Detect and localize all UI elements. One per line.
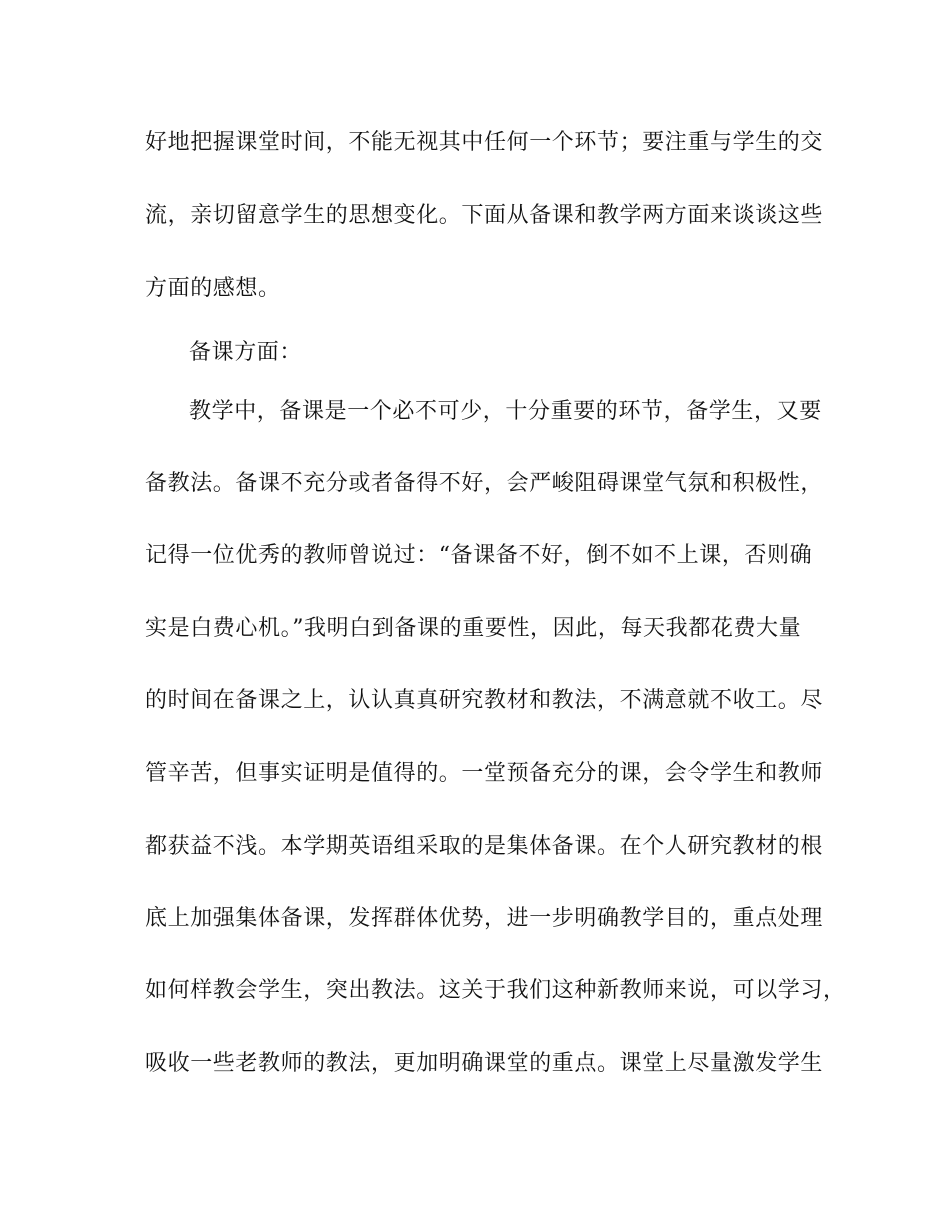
body-text-line: 都获益不浅。本学期英语组采取的是集体备课。在个人研究教材的根 (145, 834, 824, 859)
body-text-line: 教学中，备课是一个必不可少，十分重要的环节，备学生，又要 (189, 399, 822, 424)
body-text-line: 好地把握课堂时间，不能无视其中任何一个环节；要注重与学生的交 (145, 130, 824, 155)
section-heading: 备课方面： (189, 340, 303, 365)
body-text-line: 的时间在备课之上，认认真真研究教材和教法，不满意就不收工。尽 (145, 688, 824, 713)
body-text-line: 底上加强集体备课，发挥群体优势，进一步明确教学目的，重点处理 (145, 906, 824, 931)
body-text-line: 如何样教会学生，突出教法。这关于我们这种新教师来说，可以学习， (145, 978, 846, 1003)
body-text-line: 吸收一些老教师的教法，更加明确课堂的重点。课堂上尽量激发学生 (145, 1051, 824, 1076)
body-text-line: 流，亲切留意学生的思想变化。下面从备课和教学两方面来谈谈这些 (145, 203, 824, 228)
body-text-line: 备教法。备课不充分或者备得不好，会严峻阻碍课堂气氛和积极性， (145, 471, 824, 496)
body-text-line: 记得一位优秀的教师曾说过：“备课备不好，倒不如不上课，否则确 (145, 543, 813, 568)
body-text-line: 实是白费心机。”我明白到备课的重要性，因此，每天我都花费大量 (145, 616, 802, 641)
body-text-line: 管辛苦，但事实证明是值得的。一堂预备充分的课，会令学生和教师 (145, 761, 824, 786)
body-text-line: 方面的感想。 (145, 276, 281, 301)
